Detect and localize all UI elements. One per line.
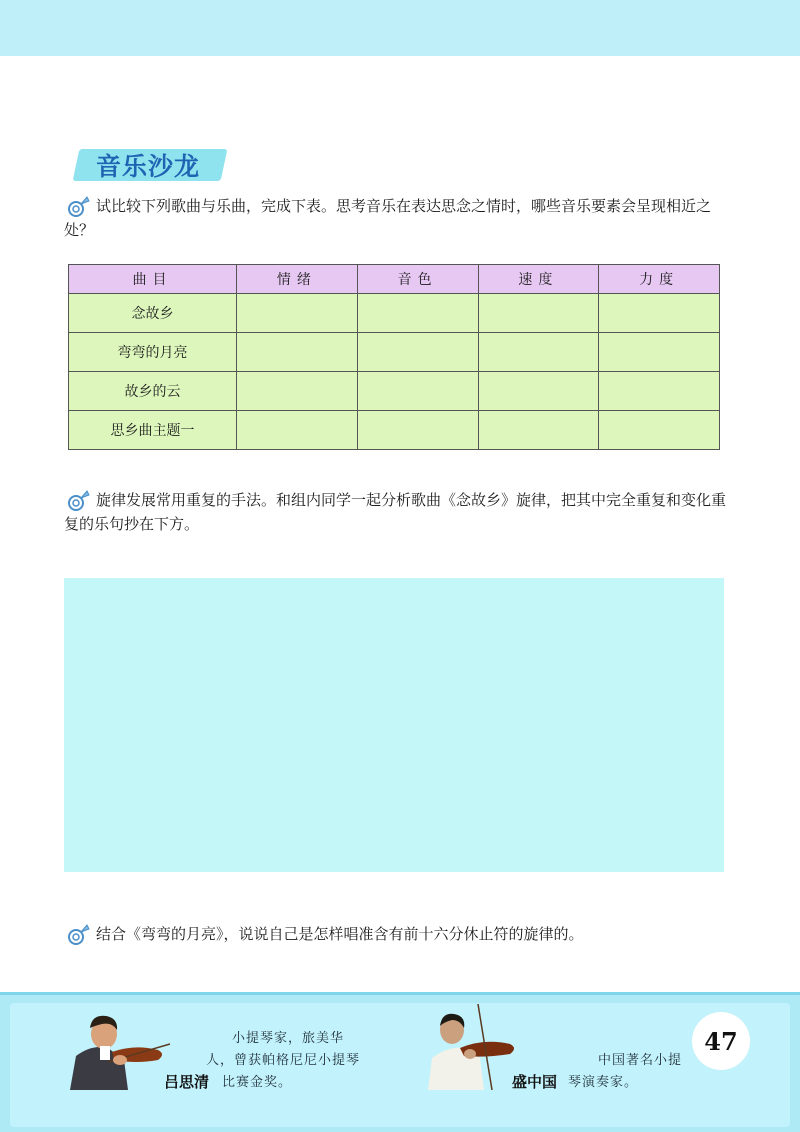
section-title — [76, 145, 226, 183]
header-mood: 情绪 — [237, 265, 358, 294]
person-1-desc-line-2: 人，曾获帕格尼尼小提琴 — [206, 1053, 361, 1068]
french-horn-icon — [64, 488, 90, 514]
table-cell[interactable] — [357, 333, 478, 372]
french-horn-icon — [64, 922, 90, 948]
table-cell[interactable] — [357, 372, 478, 411]
header-dynamics: 力度 — [599, 265, 720, 294]
table-cell[interactable] — [357, 411, 478, 450]
table-row — [69, 294, 720, 333]
person-1-desc-line-1: 小提琴家，旅美华 — [232, 1031, 345, 1046]
person-1-name: 吕思清 — [164, 1073, 210, 1091]
table-cell[interactable] — [599, 411, 720, 450]
header-piece: 曲目 — [69, 265, 237, 294]
person-1-desc-line-3: 比赛金奖。 — [222, 1075, 293, 1090]
person-2-desc-line-1: 中国著名小提 — [598, 1053, 683, 1068]
header-timbre: 音色 — [357, 265, 478, 294]
comparison-table — [68, 264, 720, 450]
question-1 — [64, 194, 728, 242]
question-2 — [64, 488, 728, 536]
row-piece-name: 故乡的云 — [69, 372, 237, 411]
row-piece-name: 弯弯的月亮 — [69, 333, 237, 372]
person-2-name: 盛中国 — [512, 1073, 558, 1091]
french-horn-icon — [64, 194, 90, 220]
answer-box[interactable] — [64, 578, 724, 872]
question-3-text: 结合《弯弯的月亮》，说说自己是怎样唱准含有前十六分休止符的旋律的。 — [96, 925, 584, 943]
question-1-text: 试比较下列歌曲与乐曲，完成下表。思考音乐在表达思念之情时，哪些音乐要素会呈现相近之处？ — [64, 197, 712, 239]
table-cell[interactable] — [599, 333, 720, 372]
table-row — [69, 411, 720, 450]
table-cell[interactable] — [599, 294, 720, 333]
top-band — [0, 0, 800, 56]
table-cell[interactable] — [237, 333, 358, 372]
header-tempo: 速度 — [478, 265, 599, 294]
table-row — [69, 333, 720, 372]
row-piece-name: 念故乡 — [69, 294, 237, 333]
person-2-desc-line-2: 琴演奏家。 — [568, 1075, 639, 1090]
person-2-description — [568, 1050, 698, 1094]
table-cell[interactable] — [599, 372, 720, 411]
section-title-text: 音乐沙龙 — [96, 152, 201, 181]
violinist-photo-1 — [62, 1004, 172, 1090]
table-cell[interactable] — [478, 333, 599, 372]
table-row — [69, 372, 720, 411]
table-cell[interactable] — [237, 411, 358, 450]
table-cell[interactable] — [357, 294, 478, 333]
row-piece-name: 思乡曲主题一 — [69, 411, 237, 450]
table-cell[interactable] — [478, 294, 599, 333]
question-3 — [64, 922, 728, 946]
table-cell[interactable] — [237, 294, 358, 333]
question-2-text: 旋律发展常用重复的手法。和组内同学一起分析歌曲《念故乡》旋律，把其中完全重复和变化重复的乐句抄在下方。 — [64, 491, 727, 533]
table-cell[interactable] — [478, 411, 599, 450]
page-number: 47 — [692, 1012, 750, 1070]
table-header-row — [69, 265, 720, 294]
table-cell[interactable] — [237, 372, 358, 411]
person-1-description — [206, 1028, 392, 1094]
table-cell[interactable] — [478, 372, 599, 411]
